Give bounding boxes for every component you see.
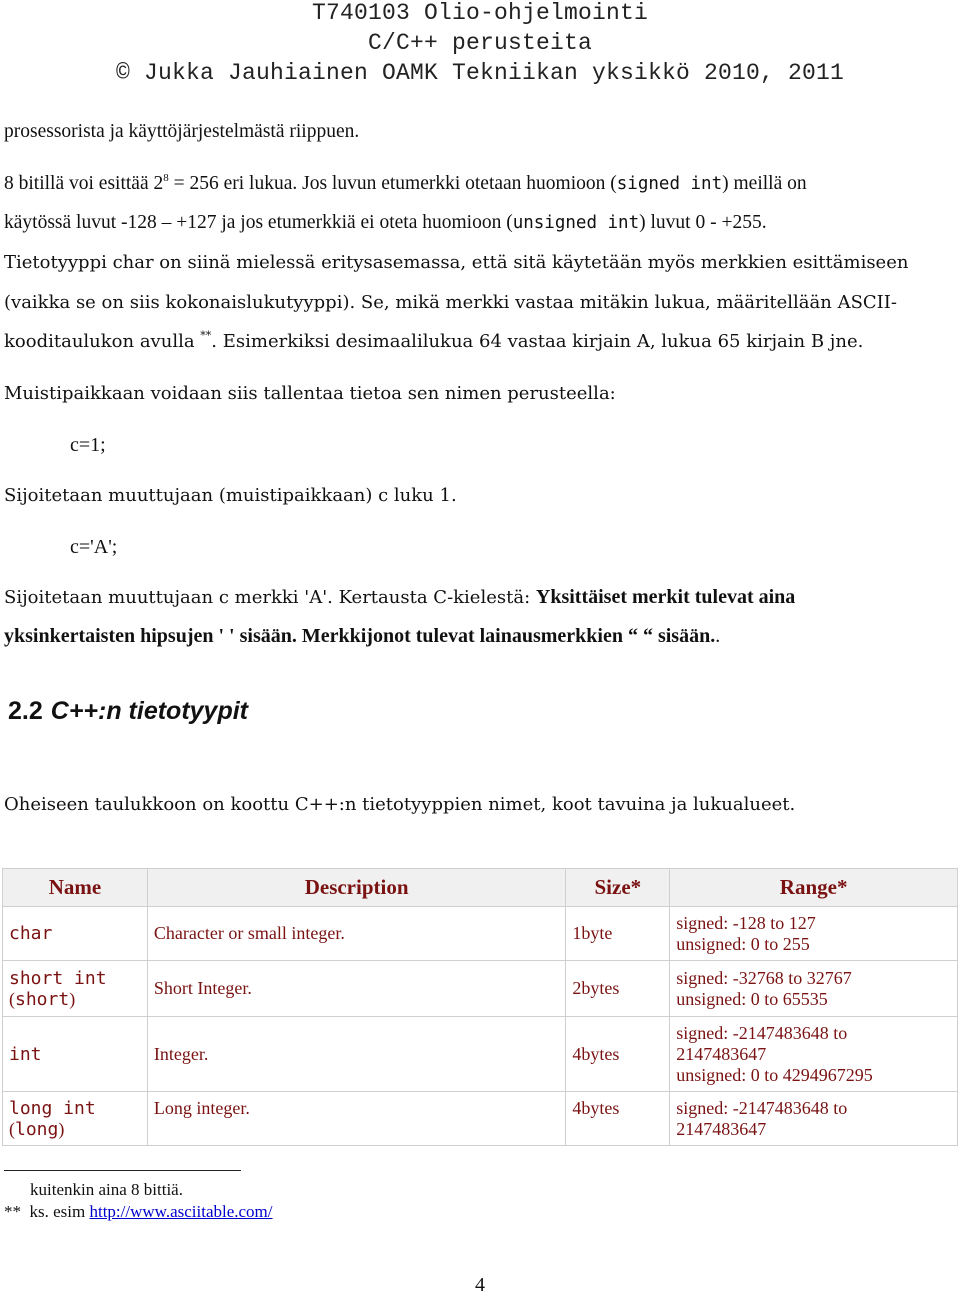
range-line: unsigned: 0 to 255 [676, 933, 810, 954]
footnote-ref: ** [200, 329, 212, 342]
table-row [3, 907, 958, 961]
text: kooditaulukon avulla [4, 331, 201, 352]
type-description: Long integer. [147, 1092, 565, 1146]
superscript: 8 [163, 172, 169, 184]
type-name-primary: short int [9, 967, 107, 989]
code-example: c=1; [70, 434, 106, 456]
section-heading [8, 697, 248, 726]
type-name: int [3, 1017, 148, 1092]
range-line: signed: -2147483648 to [676, 1022, 848, 1043]
type-name: short int (short) [3, 961, 148, 1017]
range-line: signed: -32768 to 32767 [676, 967, 852, 988]
type-name: char [3, 907, 148, 961]
text: ) meillä on [722, 173, 807, 194]
column-header: Range* [670, 869, 958, 907]
type-size: 4bytes [566, 1092, 670, 1146]
range-line: signed: -2147483648 to [676, 1097, 848, 1118]
table-row [3, 1092, 958, 1146]
type-size: 1byte [566, 907, 670, 961]
code-example: c='A'; [70, 536, 118, 558]
section-number: 2.2 [8, 697, 43, 725]
table-row [3, 961, 958, 1017]
section-title: C++:n tietotyypit [50, 697, 249, 725]
asciitable-link[interactable]: http://www.asciitable.com/ [89, 1202, 273, 1221]
type-range [670, 1092, 958, 1146]
range-line: unsigned: 0 to 65535 [676, 988, 828, 1009]
type-description: Integer. [147, 1017, 565, 1092]
type-size: 4bytes [566, 1017, 670, 1092]
type-range [670, 907, 958, 961]
paragraph-line [4, 322, 956, 362]
type-range [670, 961, 958, 1017]
paragraph-line: Oheiseen taulukkoon on koottu C++:n tietotyyppien nimet, koot tavuina ja lukualueet. [4, 794, 796, 815]
paragraph-line: (vaikka se on siis kokonaislukutyyppi). Se, mikä merkki vastaa mitäkin lukua, määritellään ASCII- [4, 292, 897, 313]
column-header: Name [3, 869, 148, 907]
table-header-row [3, 869, 958, 907]
type-name-alias: short [15, 988, 70, 1010]
header-course: T740103 Olio-ohjelmointi [311, 0, 649, 26]
header-author: © Jukka Jauhiainen OAMK Tekniikan yksikkö 2010, 2011 [115, 60, 845, 86]
footnote-text: ks. esim [29, 1202, 90, 1221]
text: = 256 eri lukua. Jos luvun etumerkki otetaan huomioon ( [168, 173, 617, 194]
emphasis: Yksittäiset merkit tulevat aina [535, 586, 796, 608]
type-name-primary: long int [9, 1097, 96, 1119]
range-line: 2147483647 [676, 1043, 767, 1064]
text: Sijoitetaan muuttujaan c merkki 'A'. Kertausta C-kielestä: [4, 587, 536, 608]
type-description: Short Integer. [147, 961, 565, 1017]
table-row [3, 1017, 958, 1092]
paragraph-line: prosessorista ja käyttöjärjestelmästä riippuen. [4, 121, 360, 142]
paragraph-line: Sijoitetaan muuttujaan (muistipaikkaan) c luku 1. [4, 485, 457, 506]
footnote: kuitenkin aina 8 bittiä. [30, 1180, 183, 1199]
type-name: long int (long) [3, 1092, 148, 1146]
type-name-alias: long [15, 1118, 59, 1140]
range-line: unsigned: 0 to 4294967295 [676, 1064, 873, 1085]
inline-code: unsigned int [512, 213, 640, 233]
text: . Esimerkiksi desimaalilukua 64 vastaa kirjain A, lukua 65 kirjain B jne. [211, 331, 864, 352]
range-line: 2147483647 [676, 1118, 767, 1139]
type-size: 2bytes [566, 961, 670, 1017]
type-description: Character or small integer. [147, 907, 565, 961]
footnote-mark: ** [4, 1202, 21, 1221]
text: ) luvut 0 - +255. [639, 212, 767, 233]
column-header: Size* [566, 869, 670, 907]
paragraph-line: Muistipaikkaan voidaan siis tallentaa tietoa sen nimen perusteella: [4, 383, 616, 404]
footnote-separator [4, 1170, 241, 1171]
type-range [670, 1017, 958, 1092]
paragraph-line [4, 617, 956, 657]
text: 8 bitillä voi esittää 2 [4, 173, 164, 194]
paragraph-line [4, 203, 956, 244]
emphasis: yksinkertaisten hipsujen ' ' sisään. Merkkijonot tulevat lainausmerkkien “ “ sisään. [4, 625, 716, 647]
footnote [4, 1202, 273, 1222]
datatype-table [2, 868, 958, 1146]
range-line: signed: -128 to 127 [676, 912, 816, 933]
header-topic: C/C++ perusteita [367, 30, 593, 56]
paragraph-line: Tietotyyppi char on siinä mielessä eritysasemassa, että sitä käytetään myös merkkien esittämiseen [4, 252, 909, 273]
inline-code: signed int [616, 174, 723, 194]
text: käytössä luvut -128 – +127 ja jos etumerkkiä ei oteta huomioon ( [4, 212, 513, 233]
page-number: 4 [475, 1274, 485, 1296]
paragraph-line [4, 578, 956, 618]
column-header: Description [147, 869, 565, 907]
text: . [715, 625, 721, 647]
paragraph-line [4, 164, 956, 205]
